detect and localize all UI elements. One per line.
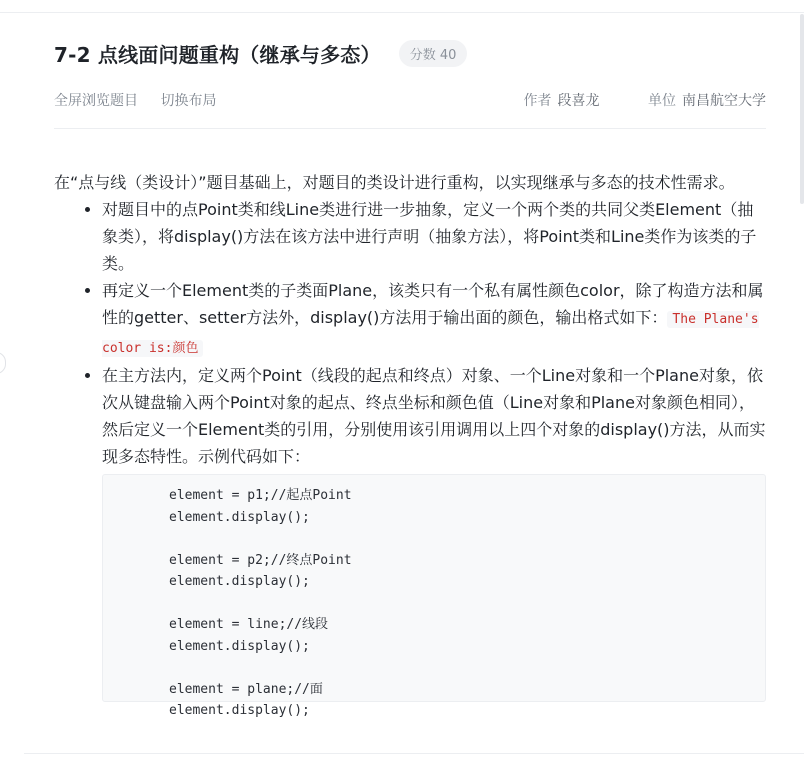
switch-layout-link[interactable]: 切换布局	[160, 93, 217, 109]
bottom-divider	[24, 753, 804, 754]
problem-title: 7-2 点线面问题重构（继承与多态）	[54, 42, 381, 67]
title-row	[54, 36, 766, 70]
sample-code-block: element = p1;//起点Point element.display(); element = p2;//终点Point element.display(); element = line;//线段 element.display(); element = plane;//面 element.display();	[102, 474, 766, 702]
author-info	[502, 93, 600, 109]
problem-info	[480, 90, 766, 112]
author-name: 段喜龙	[557, 93, 600, 109]
requirement-item: • 在主方法内，定义两个Point（线段的起点和终点）对象、一个Line对象和一个Plane对象，依次从键盘输入两个Point对象的起点、终点坐标和颜色值（Line对象和Plane对象颜色相同），然后定义一个Element类的引用，分别使用该引用调用以上四个对象的display()方法，从而实现多态特性。示例代码如下：	[102, 362, 766, 470]
view-actions	[54, 90, 234, 112]
problem-description	[54, 169, 766, 718]
unit-info	[626, 93, 766, 109]
fullscreen-link[interactable]: 全屏浏览题目	[54, 93, 138, 109]
output-format-code: The Plane's color is:颜色	[102, 312, 759, 356]
requirement-text: 再定义一个Element类的子类面Plane，该类只有一个私有属性颜色color，除了构造方法和属性的getter、setter方法外，display()方法用于输出面的颜色，输出格式如下：	[102, 281, 764, 327]
author-label: 作者	[523, 93, 552, 109]
unit-label: 单位	[648, 93, 676, 109]
problem-panel	[54, 36, 766, 718]
score-badge: 分数 40	[399, 40, 468, 67]
meta-row	[54, 90, 766, 112]
requirements-list	[54, 196, 766, 470]
intro-paragraph: 在“点与线（类设计）”题目基础上，对题目的类设计进行重构，以实现继承与多态的技术性需求。	[54, 173, 735, 192]
top-divider	[0, 12, 804, 13]
requirement-item: • 对题目中的点Point类和线Line类进行进一步抽象，定义一个两个类的共同父类Element（抽象类），将display()方法在该方法中进行声明（抽象方法），将Point类和Line类作为该类的子类。	[102, 196, 766, 277]
unit-name: 南昌航空大学	[682, 93, 766, 109]
requirement-item	[102, 277, 766, 362]
collapse-handle[interactable]	[0, 352, 6, 374]
header-divider	[54, 128, 766, 129]
scrollbar[interactable]	[800, 14, 804, 204]
